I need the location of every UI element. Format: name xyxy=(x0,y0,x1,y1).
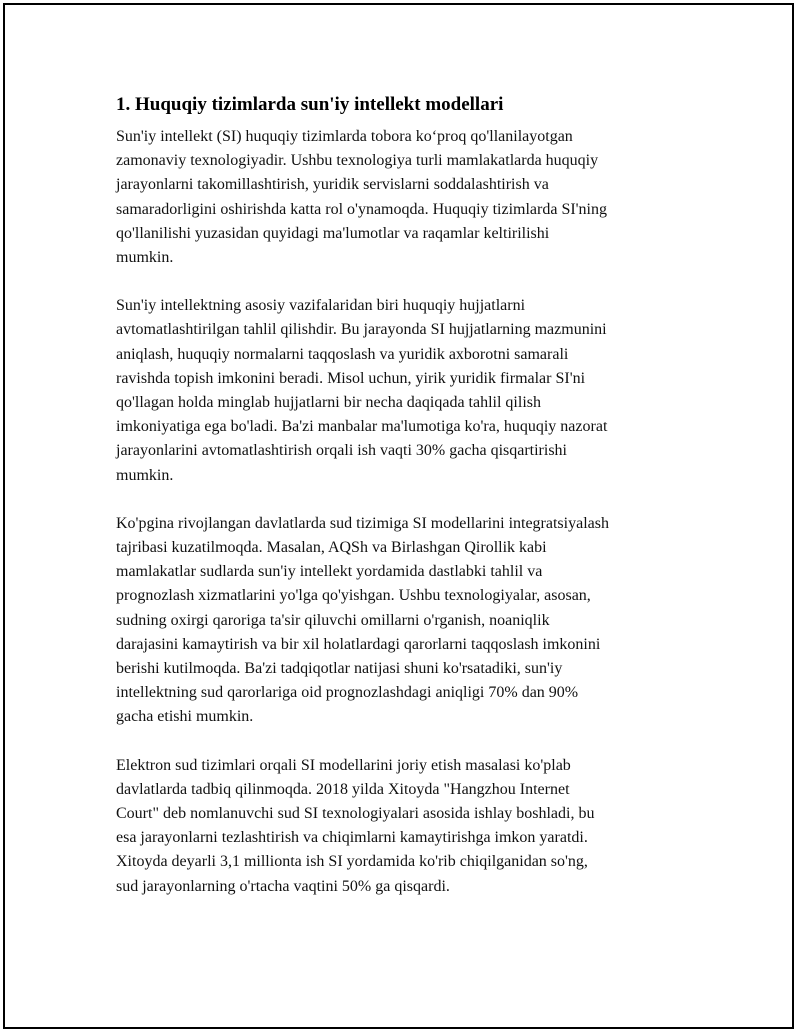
paragraph-line: mumkin. xyxy=(116,249,174,267)
paragraph-intro xyxy=(116,125,696,270)
paragraph-line: avtomatlashtirilgan tahlil qilishdir. Bu jarayonda SI hujjatlarning mazmunini xyxy=(116,321,607,339)
paragraph-line: davlatlarda tadbiq qilinmoqda. 2018 yilda Xitoyda "Hangzhou Internet xyxy=(116,780,570,798)
paragraph-line: jarayonlarni takomillashtirish, yuridik servislarni soddalashtirish va xyxy=(116,176,549,194)
paragraph-line: berishi kutilmoqda. Ba'zi tadqiqotlar natijasi shuni ko'rsatadiki, sun'iy xyxy=(116,660,563,678)
paragraph-line: imkoniyatiga ega bo'ladi. Ba'zi manbalar ma'lumotiga ko'ra, huquqiy nazorat xyxy=(116,418,608,436)
paragraph-line: Ko'pgina rivojlangan davlatlarda sud tizimiga SI modellarini integratsiyalash xyxy=(116,514,609,532)
paragraph-line: jarayonlarini avtomatlashtirish orqali ish vaqti 30% gacha qisqartirishi xyxy=(116,442,567,460)
paragraph-electronic-courts xyxy=(116,754,696,899)
paragraph-line: mamlakatlar sudlarda sun'iy intellekt yordamida dastlabki tahlil va xyxy=(116,563,543,581)
paragraph-line: tajribasi kuzatilmoqda. Masalan, AQSh va Birlashgan Qirollik kabi xyxy=(116,539,547,557)
section-heading: 1. Huquqiy tizimlarda sun'iy intellekt modellari xyxy=(116,94,504,115)
paragraph-line: zamonaviy texnologiyadir. Ushbu texnologiya turli mamlakatlarda huquqiy xyxy=(116,152,599,170)
paragraph-line: intellektning sud qarorlariga oid prognozlashdagi aniqligi 70% dan 90% xyxy=(116,684,579,702)
paragraph-line: samaradorligini oshirishda katta rol o'ynamoqda. Huquqiy tizimlarda SI'ning xyxy=(116,200,607,218)
paragraph-line: mumkin. xyxy=(116,466,174,484)
paragraph-line: sudning oxirgi qaroriga ta'sir qiluvchi omillarni o'rganish, noaniqlik xyxy=(116,611,550,629)
paragraph-line: Xitoyda deyarli 3,1 millionta ish SI yordamida ko'rib chiqilganidan so'ng, xyxy=(116,853,588,871)
paragraph-document-analysis xyxy=(116,294,696,488)
paragraph-court-integration xyxy=(116,512,696,730)
paragraph-line: sud jarayonlarning o'rtacha vaqtini 50% ga qisqardi. xyxy=(116,877,450,895)
paragraph-line: Elektron sud tizimlari orqali SI modellarini joriy etish masalasi ko'plab xyxy=(116,756,571,774)
paragraph-line: ravishda topish imkonini beradi. Misol uchun, yirik yuridik firmalar SI'ni xyxy=(116,369,586,387)
paragraph-line: esa jarayonlarni tezlashtirish va chiqimlarni kamaytirishga imkon yaratdi. xyxy=(116,829,588,847)
paragraph-line: darajasini kamaytirish va bir xil holatlardagi qarorlarni taqqoslash imkonini xyxy=(116,635,601,653)
paragraph-line: prognozlash xizmatlarini yo'lga qo'yishgan. Ushbu texnologiyalar, asosan, xyxy=(116,587,591,605)
paragraph-line: Court" deb nomlanuvchi sud SI texnologiyalari asosida ishlay boshladi, bu xyxy=(116,805,595,823)
paragraph-line: qo'llagan holda minglab hujjatlarni bir necha daqiqada tahlil qilish xyxy=(116,394,541,412)
paragraph-line: gacha etishi mumkin. xyxy=(116,708,254,726)
paragraph-line: qo'llanilishi yuzasidan quyidagi ma'lumotlar va raqamlar keltirilishi xyxy=(116,224,550,242)
paragraph-line: Sun'iy intellektning asosiy vazifalaridan biri huquqiy hujjatlarni xyxy=(116,297,526,315)
paragraph-line: aniqlash, huquqiy normalarni taqqoslash va yuridik axborotni samarali xyxy=(116,345,569,363)
document-body xyxy=(116,91,696,923)
paragraph-line: Sun'iy intellekt (SI) huquqiy tizimlarda tobora ko‘proq qo'llanilayotgan xyxy=(116,128,573,145)
